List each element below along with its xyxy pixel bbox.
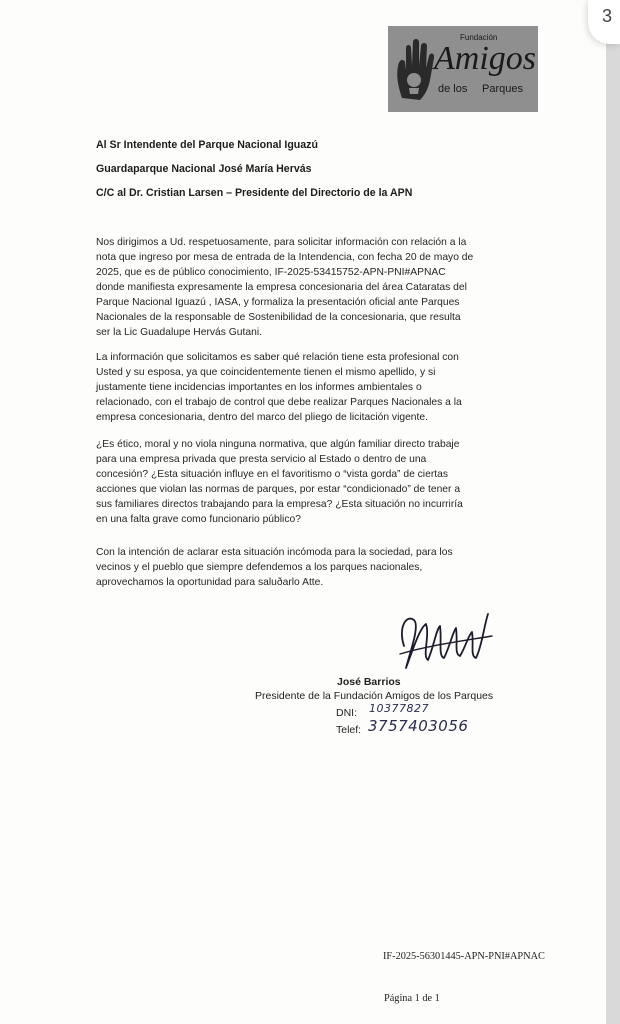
text-line: concesión? ¿Esta situación influye en el favoritismo o “vista gorda” de ciertas bbox=[96, 469, 448, 480]
text-line: vecinos y el pueblo que siempre defendemos a los parques nacionales, bbox=[96, 562, 423, 573]
addressee-guardaparque: Guardaparque Nacional José María Hervás bbox=[96, 163, 312, 175]
telephone-label: Telef: bbox=[336, 724, 362, 736]
text-line: Nacionales de la responsable de Sostenibilidad de la concesionaria, que resulta bbox=[96, 312, 461, 323]
paragraph-questions bbox=[96, 437, 536, 527]
paragraph-information bbox=[96, 350, 536, 425]
text-line: Con la intención de aclarar esta situación incómoda para la sociedad, para los bbox=[96, 547, 453, 558]
handwritten-signature bbox=[396, 606, 496, 678]
text-line: aprovechamos la oportunidad para saluðarlo Atte. bbox=[96, 577, 324, 588]
page-number: Página 1 de 1 bbox=[384, 993, 440, 1004]
text-line: 2025, que es de público conocimiento, IF-2025-53415752-APN-PNI#APNAC bbox=[96, 267, 446, 278]
text-line: para una empresa privada que presta servicio al Estado o dentro de una bbox=[96, 454, 427, 465]
logo-amigos-text: Amigos bbox=[434, 40, 536, 77]
paragraph-request bbox=[96, 235, 536, 340]
text-line: en una falta grave como funcionario público? bbox=[96, 514, 301, 525]
text-line: La información que solicitamos es saber qué relación tiene esta profesional con bbox=[96, 352, 459, 363]
text-line: justamente tiene incidencias importantes en los informes ambientales o bbox=[96, 382, 422, 393]
dni-label: DNI: bbox=[336, 707, 357, 719]
text-line: acciones que violan las normas de parques, por estar “condicionado” de tener a bbox=[96, 484, 461, 495]
text-line: nota que ingreso por mesa de entrada de la Intendencia, con fecha 20 de mayo de bbox=[96, 252, 474, 263]
text-line: ser la Lic Guadalupe Hervás Gutani. bbox=[96, 327, 262, 338]
hand-logo-icon bbox=[394, 36, 438, 102]
text-line: sus familiares directos trabajando para la empresa? ¿Esta situación no incurriría bbox=[96, 499, 463, 510]
foundation-logo bbox=[388, 26, 538, 112]
logo-de-los-text: de los bbox=[438, 83, 468, 95]
logo-fundacion-text: Fundación bbox=[460, 33, 498, 42]
text-line: donde manifiesta expresamente la empresa concesionaria del área Cataratas del bbox=[96, 282, 467, 293]
logo-parques-text: Parques bbox=[482, 83, 523, 95]
text-line: empresa concesionaria, dentro del marco del pliego de licitación vigente. bbox=[96, 412, 428, 423]
text-line: Usted y su esposa, ya que coincidentemente tienen el mismo apellido, y si bbox=[96, 367, 436, 378]
page-counter-label: 3 bbox=[602, 6, 613, 26]
text-line: Parque Nacional Iguazú , IASA, y formaliza la presentación oficial ante Parques bbox=[96, 297, 460, 308]
addressee-intendente: Al Sr Intendente del Parque Nacional Iguazú bbox=[96, 139, 318, 151]
text-line: Nos dirigimos a Ud. respetuosamente, para solicitar información con relación a la bbox=[96, 237, 467, 248]
signer-role: Presidente de la Fundación Amigos de los Parques bbox=[255, 690, 494, 702]
text-line: relacionado, con el trabajo de control que debe realizar Parques Nacionales a la bbox=[96, 397, 462, 408]
addressee-cc: C/C al Dr. Cristian Larsen – Presidente del Directorio de la APN bbox=[96, 187, 413, 199]
text-line: ¿Es ético, moral y no viola ninguna normativa, que algún familiar directo trabaje bbox=[96, 439, 460, 450]
signer-name: José Barrios bbox=[337, 676, 401, 688]
paragraph-closing bbox=[96, 545, 536, 590]
document-id: IF-2025-56301445-APN-PNI#APNAC bbox=[383, 951, 545, 962]
dni-handwritten-value: 10377827 bbox=[369, 702, 429, 715]
telephone-handwritten-value: 3757403056 bbox=[368, 717, 469, 735]
